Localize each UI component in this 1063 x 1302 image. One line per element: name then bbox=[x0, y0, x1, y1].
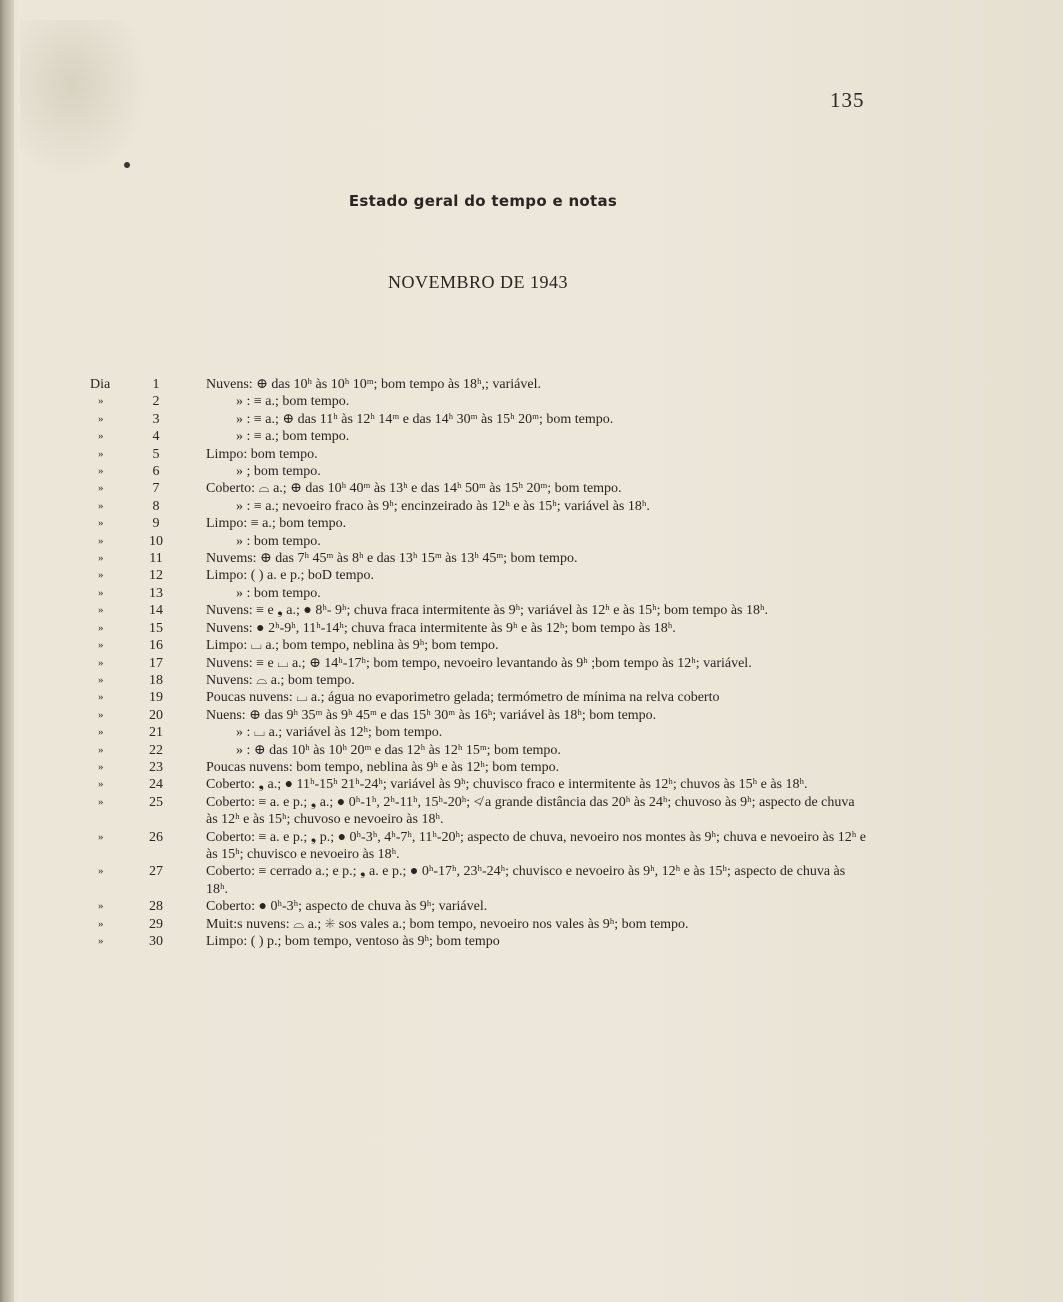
day-number: 19 bbox=[149, 690, 163, 706]
ink-dot bbox=[124, 162, 130, 168]
day-number: 8 bbox=[152, 498, 160, 514]
ditto-mark: » bbox=[98, 900, 104, 913]
log-entry bbox=[0, 689, 1063, 706]
day-number: 6 bbox=[152, 464, 160, 480]
log-entry bbox=[0, 602, 1063, 619]
weather-note: Poucas nuvens: ⌴ a.; água no evaporimetro gelada; termómetro de mínima na relva coberto bbox=[206, 690, 720, 706]
ditto-mark: » bbox=[98, 482, 104, 495]
weather-note: Coberto: ● 0ʰ-3ʰ; aspecto de chuva às 9ʰ; variável. bbox=[206, 899, 488, 915]
log-entry bbox=[0, 637, 1063, 654]
day-number: 11 bbox=[149, 551, 163, 567]
weather-note: » : ⌴ a.; variável às 12ʰ; bom tempo. bbox=[236, 725, 443, 741]
log-entry bbox=[0, 393, 1063, 410]
log-entry bbox=[0, 672, 1063, 689]
ditto-mark: » bbox=[98, 726, 104, 739]
ditto-mark: » bbox=[98, 917, 104, 930]
day-number: 24 bbox=[149, 777, 163, 793]
ditto-mark: » bbox=[98, 552, 104, 565]
weather-note: Limpo: ( ) a. e p.; boD tempo. bbox=[206, 568, 374, 584]
ditto-mark: » bbox=[98, 760, 104, 773]
log-entry bbox=[0, 463, 1063, 480]
paper-stain bbox=[20, 20, 150, 180]
ditto-mark: » bbox=[98, 935, 104, 947]
log-entry bbox=[0, 776, 1063, 793]
day-number: 4 bbox=[152, 429, 160, 445]
daily-weather-log bbox=[0, 376, 1063, 950]
weather-note: Coberto: ≡ a. e p.; ❟ p.; ● 0ʰ-3ʰ, 4ʰ-7ʰ, 11ʰ-20ʰ; aspecto de chuva, nevoeiro nos montes às 9ʰ; chuva e nevoeiro às 12ʰ e às 15ʰ; chuvisco e nevoeiro às 18ʰ. bbox=[206, 829, 866, 862]
ditto-mark: » bbox=[98, 534, 104, 547]
weather-note: Coberto: ≡ cerrado a.; e p.; ❟ a. e p.; ● 0ʰ-17ʰ, 23ʰ-24ʰ; chuvisco e nevoeiro às 9ʰ, 12ʰ e às 15ʰ; aspecto de chuva às 18ʰ. bbox=[206, 864, 846, 897]
log-entry bbox=[0, 446, 1063, 463]
log-entry bbox=[0, 550, 1063, 567]
log-entry bbox=[0, 794, 1063, 829]
log-entry bbox=[0, 759, 1063, 776]
ditto-mark: » bbox=[98, 656, 104, 669]
weather-note: Nuvens: ≡ e ⌴ a.; ⊕ 14ʰ-17ʰ; bom tempo, nevoeiro levantando às 9ʰ ;bom tempo às 12ʰ; variável. bbox=[206, 655, 752, 671]
day-number: 29 bbox=[149, 916, 163, 932]
section-title: Estado geral do tempo e notas bbox=[348, 192, 618, 210]
day-number: 2 bbox=[152, 394, 160, 410]
log-entry bbox=[0, 829, 1063, 864]
log-entry bbox=[0, 898, 1063, 915]
day-number: 12 bbox=[149, 568, 163, 584]
weather-note: » : ≡ a.; bom tempo. bbox=[236, 429, 350, 445]
ditto-mark: » bbox=[98, 673, 104, 686]
weather-note: Nuvens: ≡ e ❟ a.; ● 8ʰ- 9ʰ; chuva fraca intermitente às 9ʰ; variável às 12ʰ e às 15ʰ; bom tempo às 18ʰ. bbox=[206, 603, 769, 619]
log-entry bbox=[0, 376, 1063, 393]
weather-note: Limpo: ( ) p.; bom tempo, ventoso às 9ʰ; bom tempo bbox=[206, 934, 500, 949]
ditto-mark: » bbox=[98, 465, 104, 478]
log-entry bbox=[0, 411, 1063, 428]
ditto-mark: » bbox=[98, 604, 104, 617]
weather-note: » ; bom tempo. bbox=[236, 464, 321, 480]
day-number: 18 bbox=[149, 672, 163, 688]
day-number: 21 bbox=[149, 725, 163, 741]
ditto-mark: » bbox=[98, 412, 104, 425]
weather-note: Limpo: ⌴ a.; bom tempo, neblina às 9ʰ; bom tempo. bbox=[206, 638, 499, 654]
weather-note: » : ≡ a.; ⊕ das 11ʰ às 12ʰ 14ᵐ e das 14ʰ 30ᵐ às 15ʰ 20ᵐ; bom tempo. bbox=[236, 411, 614, 427]
ditto-mark: » bbox=[98, 499, 104, 512]
log-entry bbox=[0, 498, 1063, 515]
day-number: 10 bbox=[149, 533, 163, 549]
weather-note: » : ≡ a.; nevoeiro fraco às 9ʰ; encinzeirado às 12ʰ e às 15ʰ; variável às 18ʰ. bbox=[236, 498, 650, 514]
log-entry bbox=[0, 480, 1063, 497]
day-number: 7 bbox=[152, 481, 160, 497]
ditto-mark: » bbox=[98, 517, 104, 530]
weather-note: Muit:s nuvens: ⌓ a.; ✳ sos vales a.; bom tempo, nevoeiro nos vales às 9ʰ; bom tempo. bbox=[206, 916, 689, 932]
day-number: 3 bbox=[152, 411, 160, 427]
weather-note: » : bom tempo. bbox=[236, 533, 321, 549]
log-entry bbox=[0, 724, 1063, 741]
ditto-mark: » bbox=[98, 830, 104, 843]
ditto-mark: » bbox=[98, 395, 104, 408]
day-number: 5 bbox=[152, 446, 160, 462]
weather-note: Nuvens: ● 2ʰ-9ʰ, 11ʰ-14ʰ; chuva fraca intermitente às 9ʰ e às 12ʰ; bom tempo às 18ʰ. bbox=[206, 620, 676, 636]
ditto-mark: » bbox=[98, 795, 104, 808]
day-number: 13 bbox=[149, 585, 163, 601]
weather-note: Limpo: bom tempo. bbox=[206, 446, 318, 462]
weather-note: Nuvens: ⌓ a.; bom tempo. bbox=[206, 672, 355, 688]
day-number: 15 bbox=[149, 620, 163, 636]
ditto-mark: » bbox=[98, 569, 104, 582]
log-entry bbox=[0, 916, 1063, 933]
day-number: 28 bbox=[149, 899, 163, 915]
log-entry bbox=[0, 742, 1063, 759]
weather-note: Coberto: ⌓ a.; ⊕ das 10ʰ 40ᵐ às 13ʰ e das 14ʰ 50ᵐ às 15ʰ 20ᵐ; bom tempo. bbox=[206, 481, 622, 497]
weather-note: Limpo: ≡ a.; bom tempo. bbox=[206, 516, 347, 532]
ditto-mark: » bbox=[98, 639, 104, 652]
day-number: 27 bbox=[149, 864, 163, 880]
weather-note: » : ⊕ das 10ʰ às 10ʰ 20ᵐ e das 12ʰ às 12ʰ 15ᵐ; bom tempo. bbox=[236, 742, 561, 758]
day-number: 17 bbox=[149, 655, 163, 671]
log-entry bbox=[0, 933, 1063, 950]
ditto-mark: » bbox=[98, 447, 104, 460]
weather-note: Poucas nuvens: bom tempo, neblina às 9ʰ e às 12ʰ; bom tempo. bbox=[206, 759, 560, 775]
weather-note: Coberto: ❟ a.; ● 11ʰ-15ʰ 21ʰ-24ʰ; variável às 9ʰ; chuvisco fraco e intermitente às 12ʰ; chuvos às 15ʰ e às 18ʰ. bbox=[206, 777, 808, 793]
day-number: 25 bbox=[149, 794, 163, 810]
day-number: 20 bbox=[149, 707, 163, 723]
ditto-mark: » bbox=[98, 621, 104, 634]
weather-note: Nuens: ⊕ das 9ʰ 35ᵐ às 9ʰ 45ᵐ e das 15ʰ 30ᵐ às 16ʰ; variável às 18ʰ; bom tempo. bbox=[206, 707, 657, 723]
weather-note: Nuvens: ⊕ das 10ʰ às 10ʰ 10ᵐ; bom tempo às 18ʰ,; variável. bbox=[206, 377, 541, 392]
ditto-mark: » bbox=[98, 708, 104, 721]
ditto-mark: » bbox=[98, 865, 104, 878]
day-number: 26 bbox=[149, 829, 163, 845]
day-number: 9 bbox=[152, 516, 160, 532]
log-entry bbox=[0, 567, 1063, 584]
weather-note: Nuvems: ⊕ das 7ʰ 45ᵐ às 8ʰ e das 13ʰ 15ᵐ às 13ʰ 45ᵐ; bom tempo. bbox=[206, 551, 578, 567]
day-number: 22 bbox=[149, 742, 163, 758]
day-column-label: Dia bbox=[90, 377, 111, 392]
ditto-mark: » bbox=[98, 778, 104, 791]
log-entry bbox=[0, 863, 1063, 898]
log-entry bbox=[0, 515, 1063, 532]
weather-note: Coberto: ≡ a. e p.; ❟ a.; ● 0ʰ-1ʰ, 2ʰ-11ʰ, 15ʰ-20ʰ; ≮ a grande distância das 20ʰ às 24ʰ; chuvoso às 9ʰ; aspecto de chuva às 12ʰ e às 15ʰ; chuvoso e nevoeiro às 18ʰ. bbox=[206, 794, 855, 828]
day-number: 30 bbox=[149, 934, 163, 949]
weather-note: » : ≡ a.; bom tempo. bbox=[236, 394, 350, 410]
log-entry bbox=[0, 620, 1063, 637]
ditto-mark: » bbox=[98, 743, 104, 756]
month-heading: NOVEMBRO DE 1943 bbox=[387, 272, 568, 292]
weather-note: » : bom tempo. bbox=[236, 585, 321, 601]
log-entry bbox=[0, 655, 1063, 672]
day-number: 1 bbox=[152, 377, 160, 392]
day-number: 16 bbox=[149, 638, 163, 654]
log-entry bbox=[0, 585, 1063, 602]
log-entry bbox=[0, 707, 1063, 724]
ditto-mark: » bbox=[98, 691, 104, 704]
day-number: 14 bbox=[149, 603, 163, 619]
log-entry bbox=[0, 428, 1063, 445]
ditto-mark: » bbox=[98, 430, 104, 443]
day-number: 23 bbox=[149, 759, 163, 775]
log-entry bbox=[0, 533, 1063, 550]
ditto-mark: » bbox=[98, 586, 104, 599]
page-number: 135 bbox=[830, 88, 865, 112]
